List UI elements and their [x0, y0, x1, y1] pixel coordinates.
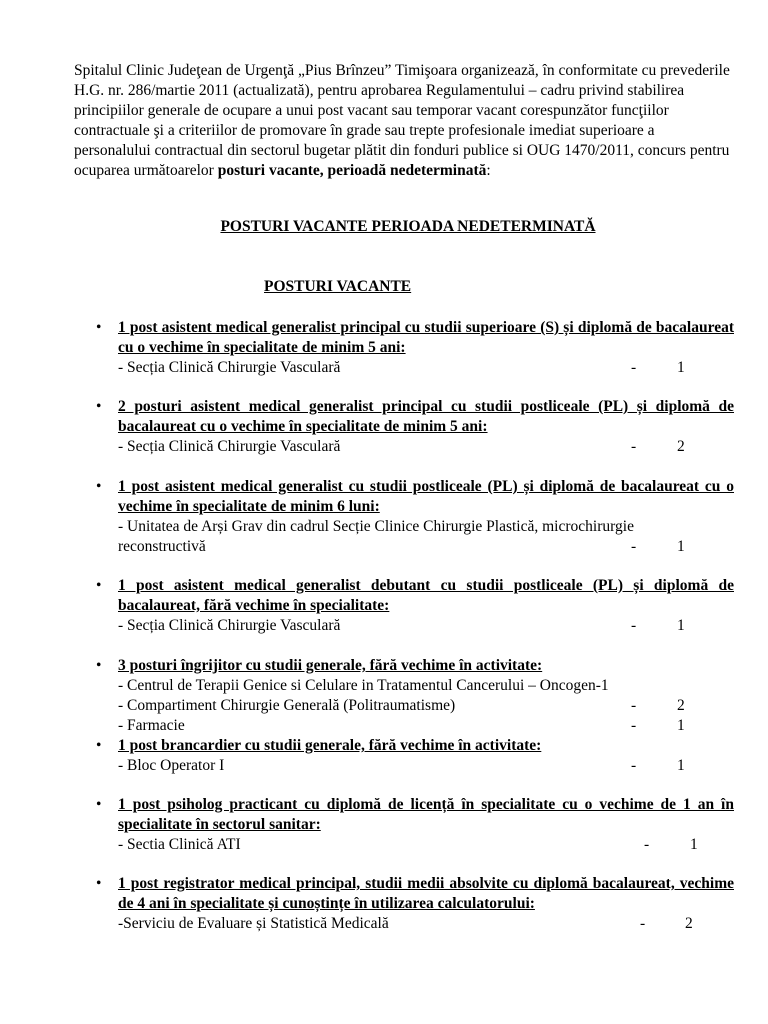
department-row: [118, 835, 734, 855]
intro-paragraph: [74, 61, 734, 181]
intro-colon: :: [486, 162, 491, 179]
department-name: - Centrul de Terapii Genice si Celulare in Tratamentul Cancerului – Oncogen-1: [118, 677, 609, 694]
row-dash: -: [631, 538, 637, 555]
bullet-icon: •: [96, 875, 102, 892]
item-title: 3 posturi îngrijitor cu studii generale, fără vechime în activitate:: [118, 657, 543, 674]
department-row: [118, 517, 734, 557]
row-dash: -: [631, 757, 637, 774]
department-name: - Secția Clinică Chirurgie Vasculară: [118, 359, 341, 376]
post-count: 2: [685, 915, 693, 932]
department-row: [118, 716, 734, 736]
department-name: - Bloc Operator I: [118, 757, 225, 774]
list-item: [96, 874, 734, 934]
bullet-icon: •: [96, 478, 102, 495]
bullet-icon: •: [96, 398, 102, 415]
row-dash: -: [644, 836, 650, 853]
list-item: [96, 318, 734, 378]
department-name: - Secția Clinică Chirurgie Vasculară: [118, 617, 341, 634]
department-name-line1: - Unitatea de Arși Grav din cadrul Secție Clinice Chirurgie Plastică, microchirurgie: [118, 518, 634, 535]
department-name: reconstructivă: [118, 538, 206, 555]
row-dash: -: [631, 617, 637, 634]
department-name: - Sectia Clinică ATI: [118, 836, 241, 853]
item-title: 1 post registrator medical principal, studii medii absolvite cu diplomă bacalaureat, vechime de 4 ani în specialitate și cunoștințe în utilizarea calculatorului:: [118, 875, 734, 912]
department-row: [118, 358, 734, 378]
list-item: [96, 397, 734, 457]
department-row: [118, 914, 734, 934]
intro-bold-text: posturi vacante, perioadă nedeterminată: [217, 162, 487, 179]
post-count: 1: [677, 617, 685, 634]
bullet-icon: •: [96, 657, 102, 674]
intro-text: Spitalul Clinic Judeţean de Urgenţă „Pius Brînzeu” Timişoara organizează, în conformitate cu prevederile H.G. nr. 286/martie 2011 (actualizată), pentru aprobarea Regulamentului – cadru privind stabilirea principiilor generale de ocupare a unui post vacant sau temporar vacant corespunzător funcţiilor contractuale şi a criteriilor de promovare în grade sau trepte profesionale imediat superioare a personalului contractual din sectorul bugetar plătit din fonduri publice si OUG 1470/2011, concurs pentru ocuparea următoarelor: [74, 62, 730, 179]
list-item: [96, 576, 734, 636]
post-count: 1: [677, 717, 685, 734]
bullet-icon: •: [96, 796, 102, 813]
item-title: 1 post asistent medical generalist cu studii postliceale (PL) și diplomă de bacalaureat cu o vechime în specialitate de minim 6 luni:: [118, 478, 734, 515]
item-title: 1 post asistent medical generalist debutant cu studii postliceale (PL) și diplomă de bacalaureat, fără vechime în specialitate:: [118, 577, 734, 614]
list-item: [96, 736, 734, 776]
department-name: - Secția Clinică Chirurgie Vasculară: [118, 438, 341, 455]
department-name: -Serviciu de Evaluare și Statistică Medicală: [118, 915, 389, 932]
bullet-icon: •: [96, 577, 102, 594]
bullet-icon: •: [96, 737, 102, 754]
department-row: [118, 616, 734, 636]
sub-heading: POSTURI VACANTE: [264, 278, 412, 295]
department-row: [118, 696, 734, 716]
department-name: - Farmacie: [118, 717, 185, 734]
post-count: 1: [677, 757, 685, 774]
department-row: [118, 437, 734, 457]
list-item: [96, 795, 734, 855]
post-count: 1: [677, 359, 685, 376]
row-dash: -: [640, 915, 646, 932]
item-title: 1 post brancardier cu studii generale, fără vechime în activitate:: [118, 737, 542, 754]
row-dash: -: [631, 438, 637, 455]
post-count: 1: [677, 538, 685, 555]
department-name: - Compartiment Chirurgie Generală (Politraumatisme): [118, 697, 456, 714]
item-title: 1 post asistent medical generalist principal cu studii superioare (S) și diplomă de bacalaureat cu o vechime în specialitate de minim 5 ani:: [118, 319, 734, 356]
row-dash: -: [631, 717, 637, 734]
post-count: 2: [677, 697, 685, 714]
department-row: [118, 676, 734, 696]
post-count: 1: [690, 836, 698, 853]
department-row: [118, 756, 734, 776]
main-heading: POSTURI VACANTE PERIOADA NEDETERMINATĂ: [220, 218, 596, 235]
list-item: [96, 477, 734, 557]
row-dash: -: [631, 697, 637, 714]
row-dash: -: [631, 359, 637, 376]
item-title: 1 post psiholog practicant cu diplomă de licență în specialitate cu o vechime de 1 an în specialitate în sectorul sanitar:: [118, 796, 734, 833]
item-title: 2 posturi asistent medical generalist principal cu studii postliceale (PL) și diplomă de bacalaureat cu o vechime în specialitate de minim 5 ani:: [118, 398, 734, 435]
bullet-icon: •: [96, 319, 102, 336]
post-count: 2: [677, 438, 685, 455]
list-item: [96, 656, 734, 736]
